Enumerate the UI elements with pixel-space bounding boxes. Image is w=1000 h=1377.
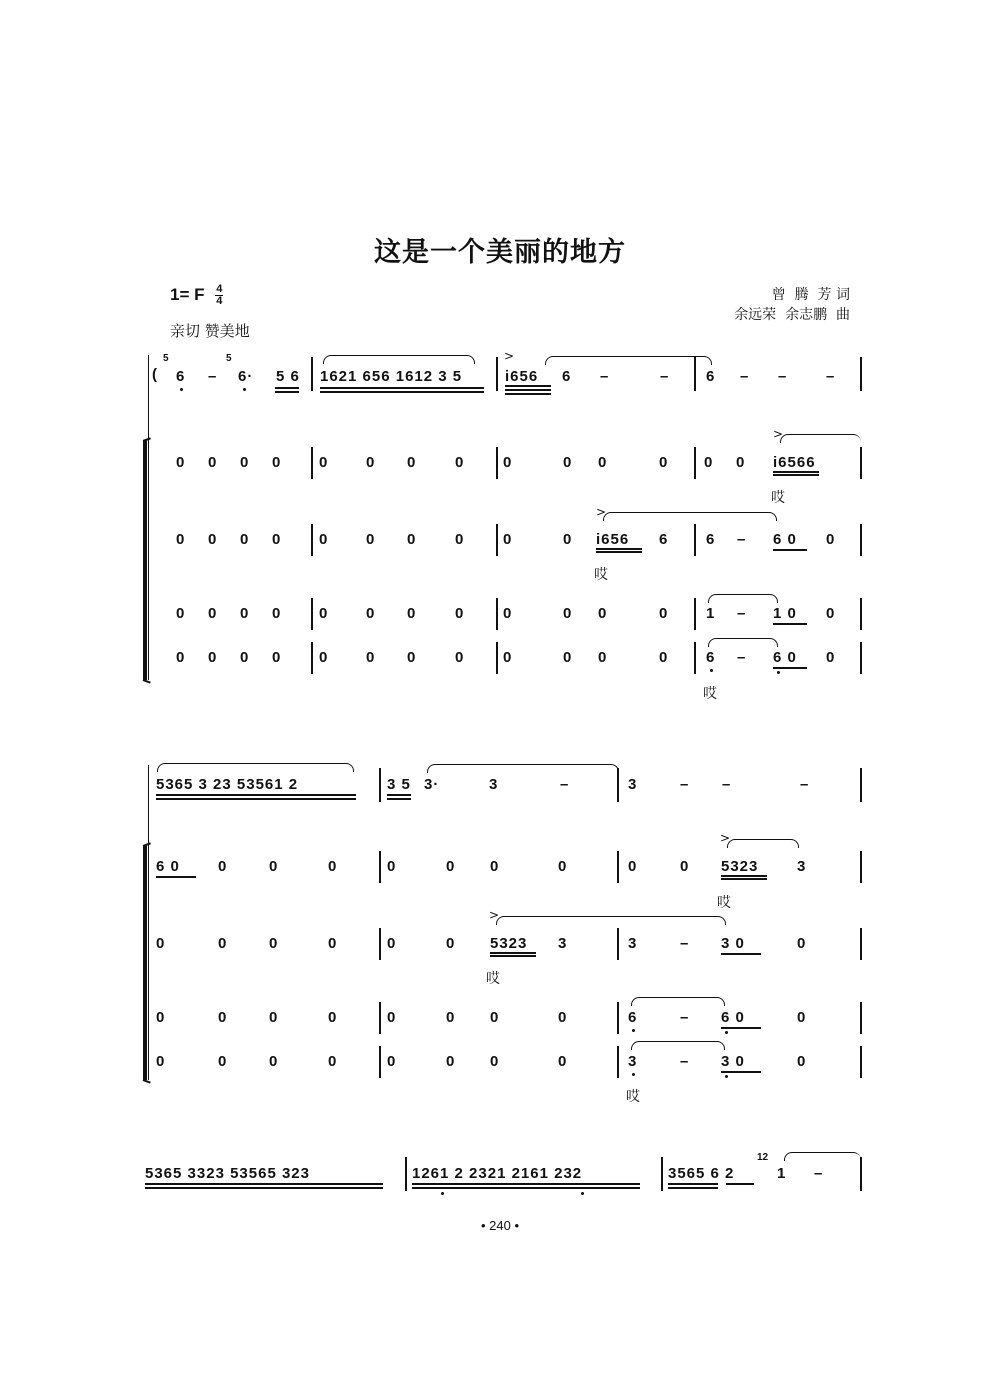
dash: – [800, 776, 810, 793]
lyric: 哎 [717, 895, 731, 911]
rest: 0 [736, 454, 746, 471]
note-group: 3 5 [387, 776, 411, 793]
barline [860, 1157, 862, 1191]
low-octave-dot [725, 1075, 728, 1078]
dash: – [740, 368, 750, 385]
rest: 0 [328, 935, 338, 952]
barline [617, 1002, 619, 1034]
dash: – [814, 1165, 824, 1182]
rest: 0 [563, 531, 573, 548]
dash: – [722, 776, 732, 793]
underline [275, 391, 299, 393]
note: 3 [628, 935, 638, 952]
barline [694, 357, 696, 391]
rest: 0 [659, 454, 669, 471]
slur [323, 355, 475, 364]
rest: 0 [319, 605, 329, 622]
low-octave-dot [581, 1192, 584, 1195]
note: 6 [706, 368, 716, 385]
barline [617, 928, 619, 960]
rest: 0 [407, 454, 417, 471]
note: 6 [706, 531, 716, 548]
note-group: 6 0 [156, 858, 180, 875]
underline [721, 1071, 761, 1073]
note: 3 [558, 935, 568, 952]
note-group: 1 0 [773, 605, 797, 622]
credits [734, 285, 850, 325]
underline [721, 953, 761, 955]
accent-mark: > [596, 505, 607, 519]
rest: 0 [218, 935, 228, 952]
system-line [148, 765, 149, 1080]
rest: 0 [328, 858, 338, 875]
lyricist-credit: 曾 腾 芳 词 [771, 287, 850, 303]
barline [496, 598, 498, 630]
rest: 0 [208, 454, 218, 471]
note-group: 6 0 [773, 649, 797, 666]
lyric: 哎 [703, 686, 717, 702]
barline [860, 642, 862, 674]
underline [412, 1183, 640, 1185]
note: 6 [176, 368, 186, 385]
rest: 0 [407, 531, 417, 548]
slur [784, 1152, 861, 1161]
barline [694, 642, 696, 674]
underline [668, 1183, 718, 1185]
rest: 0 [240, 454, 250, 471]
choir-bracket [143, 440, 147, 680]
rest: 0 [628, 858, 638, 875]
dash: – [560, 776, 570, 793]
dash: – [680, 935, 690, 952]
barline [661, 1157, 663, 1191]
note: 6 [659, 531, 669, 548]
rest: 0 [208, 605, 218, 622]
low-octave-dot [777, 671, 780, 674]
rest: 0 [826, 531, 836, 548]
slur [727, 839, 799, 848]
rest: 0 [407, 649, 417, 666]
barline [311, 524, 313, 556]
rest: 0 [319, 649, 329, 666]
slur [603, 512, 777, 521]
slur [780, 434, 861, 443]
note: 3 [628, 776, 638, 793]
note: 6· [238, 368, 254, 385]
note-group: 6 0 [773, 531, 797, 548]
accent-mark: > [504, 349, 515, 363]
rest: 0 [240, 649, 250, 666]
underline [596, 551, 642, 553]
rest: 0 [446, 1009, 456, 1026]
tie [708, 594, 778, 603]
underline [721, 875, 767, 877]
rest: 0 [387, 1053, 397, 1070]
rest: 0 [208, 649, 218, 666]
barline [379, 1046, 381, 1078]
rest: 0 [598, 605, 608, 622]
barline [860, 1046, 862, 1078]
low-octave-dot [180, 388, 183, 391]
rest: 0 [240, 605, 250, 622]
rest: 0 [176, 649, 186, 666]
rest: 0 [387, 1009, 397, 1026]
underline [275, 387, 299, 389]
rest: 0 [826, 649, 836, 666]
lyric: 哎 [771, 490, 785, 506]
note: 3 [797, 858, 807, 875]
underline [721, 1027, 761, 1029]
underline [387, 798, 411, 800]
barline [311, 642, 313, 674]
underline [387, 794, 411, 796]
rest: 0 [269, 1009, 279, 1026]
rest: 0 [797, 1009, 807, 1026]
rest: 0 [598, 454, 608, 471]
lyric: 哎 [594, 567, 608, 583]
rest: 0 [156, 1053, 166, 1070]
rest: 0 [387, 935, 397, 952]
note-group: i656 [505, 368, 539, 385]
underline [668, 1187, 718, 1189]
note-group: 5323 [721, 858, 759, 875]
time-signature: $\frac{4}{4}$ [216, 283, 223, 307]
dash: – [600, 368, 610, 385]
rest: 0 [558, 858, 568, 875]
rest: 0 [366, 649, 376, 666]
underline [505, 389, 551, 391]
rest: 0 [176, 454, 186, 471]
barline [860, 928, 862, 960]
rest: 0 [218, 1053, 228, 1070]
rest: 0 [272, 649, 282, 666]
rest: 0 [328, 1053, 338, 1070]
rest: 0 [490, 858, 500, 875]
note-group: i6566 [773, 454, 816, 471]
note-group: 3565 6 2 [668, 1165, 735, 1182]
rest: 0 [319, 531, 329, 548]
barline [694, 598, 696, 630]
rest: 0 [208, 531, 218, 548]
key-signature [170, 284, 223, 307]
note-group: 3 0 [721, 935, 745, 952]
open-paren: ( [152, 366, 158, 383]
note: 6 [628, 1009, 638, 1026]
dash: – [208, 368, 218, 385]
rest: 0 [797, 1053, 807, 1070]
rest: 0 [503, 454, 513, 471]
low-octave-dot [632, 1029, 635, 1032]
key-label: 1= F [170, 284, 205, 304]
choir-bracket [143, 845, 147, 1080]
underline [412, 1187, 640, 1189]
barline [860, 598, 862, 630]
note: 6 [706, 649, 716, 666]
rest: 0 [366, 454, 376, 471]
underline [505, 385, 551, 387]
rest: 0 [176, 531, 186, 548]
barline [496, 357, 498, 391]
rest: 0 [503, 605, 513, 622]
rest: 0 [490, 1009, 500, 1026]
rest: 0 [446, 1053, 456, 1070]
rest: 0 [490, 1053, 500, 1070]
note: 6 [562, 368, 572, 385]
note-group: i656 [596, 531, 630, 548]
tempo-marking: 亲切 赞美地 [170, 322, 250, 340]
rest: 0 [446, 858, 456, 875]
note: 3· [424, 776, 440, 793]
note: 1 [706, 605, 716, 622]
tie [631, 1041, 725, 1050]
barline [496, 642, 498, 674]
rest: 0 [826, 605, 836, 622]
rest: 0 [563, 649, 573, 666]
underline [320, 387, 484, 389]
grace-note: 5 [163, 353, 169, 364]
low-octave-dot [243, 388, 246, 391]
system-line [148, 355, 149, 680]
rest: 0 [218, 858, 228, 875]
rest: 0 [563, 605, 573, 622]
rest: 0 [455, 649, 465, 666]
underline [773, 623, 807, 625]
low-octave-dot [710, 669, 713, 672]
accent-mark: > [720, 831, 731, 845]
underline [145, 1187, 383, 1189]
dash: – [737, 649, 747, 666]
rest: 0 [503, 531, 513, 548]
dash: – [826, 368, 836, 385]
dash: – [778, 368, 788, 385]
note-group: 5365 3323 53565 323 [145, 1165, 310, 1182]
rest: 0 [446, 935, 456, 952]
barline [379, 768, 381, 802]
dash: – [680, 1053, 690, 1070]
rest: 0 [328, 1009, 338, 1026]
barline [860, 524, 862, 556]
barline [496, 447, 498, 479]
barline [860, 1002, 862, 1034]
note-group: 1261 2 2321 2161 232 [412, 1165, 583, 1182]
barline [860, 768, 862, 802]
underline [773, 471, 819, 473]
underline [490, 952, 536, 954]
low-octave-dot [725, 1031, 728, 1034]
page-number: • 240 • [480, 1218, 520, 1233]
dash: – [660, 368, 670, 385]
note-group: 3 0 [721, 1053, 745, 1070]
dash: – [737, 605, 747, 622]
accent-mark: > [489, 908, 500, 922]
rest: 0 [272, 531, 282, 548]
accent-mark: > [773, 427, 784, 441]
rest: 0 [558, 1009, 568, 1026]
rest: 0 [156, 1009, 166, 1026]
rest: 0 [659, 649, 669, 666]
grace-note: 5 [226, 353, 232, 364]
underline [156, 876, 196, 878]
underline [726, 1183, 754, 1185]
rest: 0 [797, 935, 807, 952]
barline [379, 928, 381, 960]
underline [145, 1183, 383, 1185]
tie [427, 764, 619, 773]
barline [405, 1157, 407, 1191]
rest: 0 [218, 1009, 228, 1026]
barline [379, 851, 381, 883]
rest: 0 [240, 531, 250, 548]
rest: 0 [387, 858, 397, 875]
underline [156, 794, 356, 796]
tie [708, 638, 778, 647]
rest: 0 [272, 605, 282, 622]
slur [157, 763, 354, 772]
barline [860, 447, 862, 479]
rest: 0 [269, 858, 279, 875]
lyric: 哎 [626, 1089, 640, 1105]
lyric: 哎 [486, 971, 500, 987]
note-group: 6 0 [721, 1009, 745, 1026]
dash: – [737, 531, 747, 548]
dash: – [680, 776, 690, 793]
rest: 0 [156, 935, 166, 952]
rest: 0 [319, 454, 329, 471]
dash: – [680, 1009, 690, 1026]
underline [773, 474, 819, 476]
barline [860, 851, 862, 883]
rest: 0 [503, 649, 513, 666]
grace-note: 12 [757, 1152, 769, 1163]
note: 3 [628, 1053, 638, 1070]
underline [721, 878, 767, 880]
rest: 0 [558, 1053, 568, 1070]
rest: 0 [176, 605, 186, 622]
song-title: 这是一个美丽的地方 [374, 237, 626, 268]
note-group: 5323 [490, 935, 528, 952]
note-group: 5365 3 23 53561 2 [156, 776, 299, 793]
barline [860, 357, 862, 391]
slur [496, 916, 726, 925]
note: 1 [777, 1165, 787, 1182]
rest: 0 [407, 605, 417, 622]
rest: 0 [704, 454, 714, 471]
rest: 0 [272, 454, 282, 471]
rest: 0 [455, 531, 465, 548]
low-octave-dot [441, 1192, 444, 1195]
barline [311, 357, 313, 391]
barline [617, 768, 619, 802]
rest: 0 [269, 1053, 279, 1070]
underline [505, 393, 551, 395]
rest: 0 [598, 649, 608, 666]
tie [631, 997, 725, 1006]
note: 3 [489, 776, 499, 793]
rest: 0 [563, 454, 573, 471]
underline [156, 798, 356, 800]
barline [617, 851, 619, 883]
barline [311, 598, 313, 630]
barline [694, 447, 696, 479]
rest: 0 [680, 858, 690, 875]
underline [773, 667, 807, 669]
note: 5 6 [276, 368, 300, 385]
underline [596, 548, 642, 550]
underline [320, 391, 484, 393]
rest: 0 [455, 605, 465, 622]
rest: 0 [366, 531, 376, 548]
note-group: 1621 656 1612 3 5 [320, 368, 463, 385]
barline [311, 447, 313, 479]
underline [773, 549, 807, 551]
underline [490, 955, 536, 957]
barline [694, 524, 696, 556]
low-octave-dot [632, 1073, 635, 1076]
rest: 0 [366, 605, 376, 622]
composer-credit: 余远荣 余志鹏 曲 [734, 307, 850, 323]
rest: 0 [455, 454, 465, 471]
rest: 0 [269, 935, 279, 952]
rest: 0 [659, 605, 669, 622]
barline [617, 1046, 619, 1078]
tie [545, 356, 712, 365]
barline [496, 524, 498, 556]
barline [379, 1002, 381, 1034]
